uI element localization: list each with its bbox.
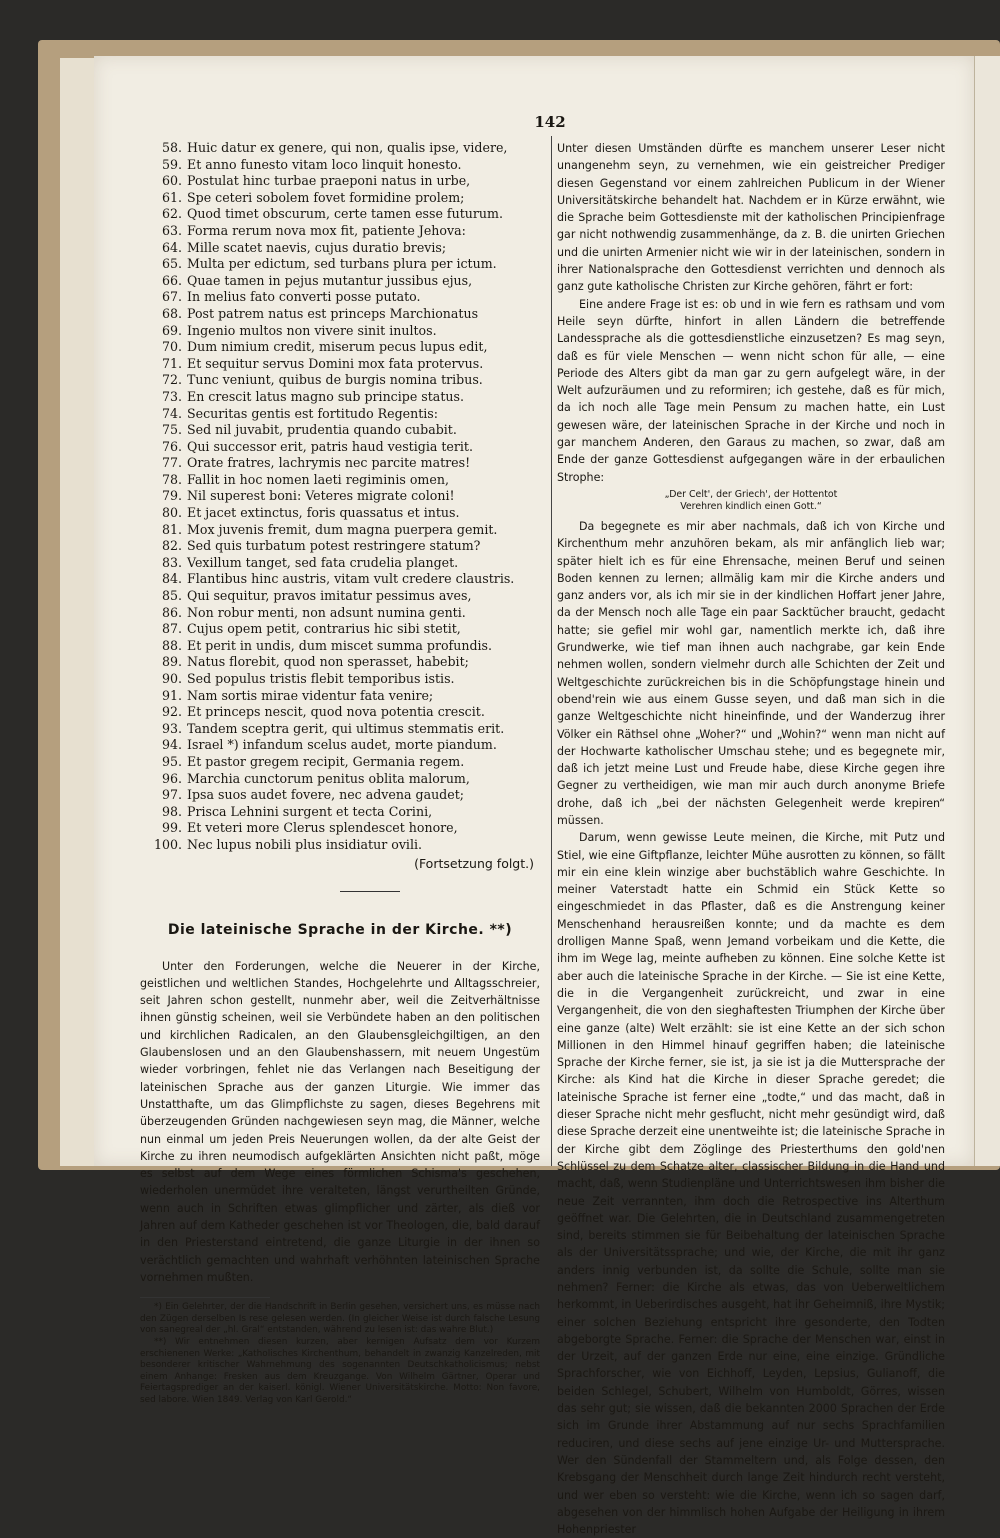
verse-number: 60. <box>161 173 182 189</box>
verse-number: 95. <box>161 753 182 769</box>
footnote: *) Ein Gelehrter, der die Handschrift in Berlin gesehen, versichert uns, es müsse nach den Zügen derselben Is rese gelesen werden. (In gleicher Weise ist durch falsche Lesung von sanegreal der „hl. Gral“ entstanden, während zu lesen ist: das wahre Blut.) <box>140 1302 540 1336</box>
verse-text: Marchia cunctorum penitus oblita malorum, <box>187 770 470 786</box>
verse-text: Et sequitur servus Domini mox fata protervus. <box>187 355 484 371</box>
verse-number: 59. <box>161 156 182 172</box>
verse-text: Nil superest boni: Veteres migrate coloni! <box>187 488 455 504</box>
verse-text: Qui sequitur, pravos imitatur pessimus aves, <box>187 588 472 604</box>
verse-number: 61. <box>161 189 182 205</box>
verse-number: 100. <box>153 836 182 852</box>
verse-line <box>140 688 540 705</box>
left-column <box>140 140 540 1407</box>
verse-text: Nam sortis mirae videntur fata venire; <box>187 687 434 703</box>
verse-number: 97. <box>161 787 182 803</box>
verse-text: Spe ceteri sobolem fovet formidine prolem; <box>187 189 465 205</box>
verse-text: Huic datur ex genere, qui non, qualis ipse, videre, <box>187 140 508 155</box>
verse-text: Ipsa suos audet fovere, nec advena gaudet; <box>187 787 465 803</box>
verse-text: Et veteri more Clerus splendescet honore, <box>187 820 458 836</box>
verse-line <box>140 588 540 605</box>
verse-line <box>140 190 540 207</box>
verse-list <box>140 140 540 854</box>
verse-text: Mox juvenis fremit, dum magna puerpera gemit. <box>187 521 498 537</box>
verse-line <box>140 223 540 240</box>
verse-line <box>140 240 540 257</box>
verse-text: Vexillum tanget, sed fata crudelia planget. <box>187 554 459 570</box>
verse-line <box>140 638 540 655</box>
continuation-note: (Fortsetzung folgt.) <box>414 855 534 871</box>
verse-text: Tandem sceptra gerit, qui ultimus stemmatis erit. <box>187 720 505 736</box>
verse-number: 71. <box>161 355 182 371</box>
verse-text: Tunc veniunt, quibus de burgis nomina tribus. <box>187 372 483 388</box>
verse-number: 86. <box>161 604 182 620</box>
right-column <box>557 140 945 1538</box>
verse-text: Et princeps nescit, quod nova potentia crescit. <box>187 704 485 720</box>
verse-number: 84. <box>161 571 182 587</box>
verse-text: Cujus opem petit, contrarius hic sibi stetit, <box>187 621 461 637</box>
verse-line <box>140 787 540 804</box>
verse-number: 66. <box>161 272 182 288</box>
verse-number: 68. <box>161 305 182 321</box>
verse-number: 88. <box>161 637 182 653</box>
verse-number: 79. <box>161 488 182 504</box>
footnote-divider <box>140 1297 270 1298</box>
verse-text: Prisca Lehnini surgent et tecta Corini, <box>187 803 433 819</box>
footnotes <box>140 1302 540 1406</box>
article-title: Die lateinische Sprache in der Kirche. **) <box>167 921 513 938</box>
verse-text: Securitas gentis est fortitudo Regentis: <box>187 405 439 421</box>
verse-text: Quae tamen in pejus mutantur jussibus ejus, <box>187 272 473 288</box>
verse-line <box>140 605 540 622</box>
verse-text: Israel *) infandum scelus audet, morte piandum. <box>187 737 497 753</box>
verse-text: In melius fato converti posse putato. <box>187 289 421 305</box>
verse-number: 63. <box>161 222 182 238</box>
verse-number: 87. <box>161 621 182 637</box>
verse-text: Sed populus tristis flebit temporibus istis. <box>187 671 455 686</box>
verse-line <box>140 422 540 439</box>
verse-number: 90. <box>161 671 182 686</box>
verse-line <box>140 555 540 572</box>
gutter <box>60 58 95 1166</box>
verse-number: 62. <box>161 206 182 222</box>
section-divider <box>340 891 400 892</box>
verse-line <box>140 356 540 373</box>
verse-text: Dum nimium credit, miserum pecus lupus edit, <box>187 339 488 355</box>
verse-text: Sed quis turbatum potest restringere statum? <box>187 538 481 554</box>
column-divider <box>551 136 552 1166</box>
verse-line <box>140 406 540 423</box>
verse-line <box>140 804 540 821</box>
verse-number: 77. <box>161 455 182 471</box>
verse-line <box>140 439 540 456</box>
verse-text: Postulat hinc turbae praeponi natus in urbe, <box>187 173 471 189</box>
verse-line <box>140 256 540 273</box>
verse-text: Sed nil juvabit, prudentia quando cubabit. <box>187 422 457 438</box>
verse-line <box>140 704 540 721</box>
verse-line <box>140 306 540 323</box>
quote-line: „Der Celt', der Griech', der Hottentot <box>664 488 838 500</box>
verse-line <box>140 671 540 688</box>
verse-line <box>140 273 540 290</box>
verse-line <box>140 455 540 472</box>
verse-text: Multa per edictum, sed turbans plura per ictum. <box>187 256 497 272</box>
verse-number: 93. <box>161 720 182 736</box>
verse-text: Qui successor erit, patris haud vestigia terit. <box>187 438 473 454</box>
paragraph: Eine andere Frage ist es: ob und in wie fern es rathsam und vom Heile seyn dürfte, hinfort in allen Ländern die betreffende Landessprache als die gottesdienstliche einzusetzen? Es mag seyn, daß es für viele Menschen — wenn nicht schon für alle, — eine Periode des Alters gibt da man gar zu gern aufgelegt wäre, in der Welt aufzuräumen und zu reformiren; ich gestehe, daß es für mich, da ich noch alle Tage mein Pensum zu machen hatte, ein Lust gewesen wäre, der lateinischen Sprache in der Kirche und noch in gar manchem Anderen, den Garaus zu machen, so zwar, daß am Ende der ganze Gottesdienst aufgegangen wäre in der erbaulichen Strophe: <box>557 297 945 484</box>
verse-number: 89. <box>161 654 182 670</box>
paragraph: Darum, wenn gewisse Leute meinen, die Kirche, mit Putz und Stiel, wie eine Giftpflanze, leichter Mühe ausrotten zu können, so fällt mir ein eine klein winzige aber buchstäblich wahre Geschichte. In meiner Vaterstadt hatte ein Schmid ein Stück Kette so eingeschmiedet in das Pflaster, daß es die Anstrengung keiner Menschenhand herausreißen konnte; und da machte es dem drolligen Manne Spaß, wenn Jemand vorbeikam und die Kette, die ihm im Wege lag, meinte aufheben zu können. Eine solche Kette ist aber auch die lateinische Sprache in der Kirche. — Sie ist eine Kette, die in die Vergangenheit zurückreicht, und zwar in eine Vergangenheit, die von den sieghaftesten Triumphen der Kirche über eine ganze (alte) Welt erzählt: sie ist eine Kette an der sich schon Millionen in den Himmel hinauf gegriffen haben; die lateinische Sprache der Kirche ferner, sie ist, ja sie ist ja die Muttersprache der Kirche: als Kind hat die Kirche in dieser Sprache geredet; die lateinische Sprache ist ferner eine „todte,“ und das macht, daß in dieser Sprache nicht mehr gesflucht, nicht mehr gesündigt wird, daß diese Sprache derzeit eine unentweihte ist; die lateinische Sprache in der Kirche gibt dem Zöglinge des Priesterthums den gold'nen Schlüssel zu dem Schatze alter, classischer Bildung in die Hand und macht, daß, wenn Studienpläne und Unterrichtswesen ihm bisher die neue Zeit verrannten, ihm doch die Retrospective ins Alterthum geöffnet war. Die Gelehrten, die in Deutschland zusammengetreten sind, bereits stimmen sie für Beibehaltung der lateinischen Sprache als der Universitätssprache; und wie, der Kirche, die mit ihr ganz anders innig verbunden ist, da sollte die Schule, sollte man sie nehmen? Ferner: die Kirche als etwas, das von Ueberweltlichem herkommt, in Ueberirdisches ausgeht, hat ihr Geheimniß, ihre Mystik; einer solchen Beziehung entspricht ihre gesonderte, den Todten abgeborgte Sprache. Ferner: die Sprache der Menschen war, einst in der Urzeit, auf der ganzen Erde nur eine, eine einzige. Gründliche Sprachforscher, wie von Eichhoff, Leyden, Lepsius, Gulianoff, die beiden Schlegel, Schubert, Wilhelm von Humboldt, Görres, wissen das sehr gut; sie wissen, daß die bekannten 2000 Sprachen der Erde sich im Grunde ihrer Abstammung auf nur sechs Sprachfamilien reduciren, und diese sechs auf jene einzige Ur- und Muttersprache. Wer den Sündenfall der Stammeltern und, als Folge dessen, den Krebsgang der Menschheit durch lange Zeit hindurch recht versteht, und wer eben so versteht: wie die Kirche, wenn ich so sagen darf, abgesehen von der himmlisch hohen Aufgabe der Heiligung in ihrem Hohenpriester <box>557 831 945 1537</box>
verse-number: 64. <box>161 239 182 255</box>
verse-line <box>140 820 540 837</box>
verse-number: 98. <box>161 803 182 819</box>
verse-text: Et jacet extinctus, foris quassatus et intus. <box>187 505 460 521</box>
right-paragraphs-1 <box>557 140 945 486</box>
verse-line <box>140 173 540 190</box>
verse-number: 74. <box>161 405 182 421</box>
verse-line <box>140 372 540 389</box>
verse-line <box>140 837 540 854</box>
verse-text: Et perit in undis, dum miscet summa profundis. <box>187 637 492 653</box>
verse-line <box>140 505 540 522</box>
verse-text: En crescit latus magno sub principe status. <box>187 388 464 404</box>
verse-text: Ingenio multos non vivere sinit inultos. <box>187 322 437 338</box>
verse-line <box>140 754 540 771</box>
verse-text: Mille scatet naevis, cujus duratio brevis; <box>187 239 447 255</box>
verse-line <box>140 621 540 638</box>
verse-number: 96. <box>161 770 182 786</box>
verse-number: 76. <box>161 438 182 454</box>
verse-line <box>140 721 540 738</box>
verse-line <box>140 339 540 356</box>
verse-text: Post patrem natus est princeps Marchionatus <box>187 305 479 321</box>
verse-line <box>140 389 540 406</box>
verse-number: 81. <box>161 521 182 537</box>
verse-text: Et pastor gregem recipit, Germania regem. <box>187 753 465 769</box>
verse-text: Flantibus hinc austris, vitam vult credere claustris. <box>187 571 515 587</box>
verse-line <box>140 206 540 223</box>
verse-line <box>140 522 540 539</box>
page-number: 142 <box>534 113 566 131</box>
verse-number: 65. <box>161 256 182 272</box>
verse-number: 82. <box>161 538 182 554</box>
verse-text: Forma rerum nova mox fit, patiente Jehova: <box>187 222 466 238</box>
verse-quote <box>557 489 945 514</box>
verse-line <box>140 571 540 588</box>
verse-number: 67. <box>161 289 182 305</box>
verse-line <box>140 140 540 157</box>
footnote: **) Wir entnehmen diesen kurzen, aber kernigen Aufsatz dem vor Kurzem erschienenen Werke: „Katholisches Kirchenthum, behandelt in zwanzig Kanzelreden, mit besonderer kritischer Wahrnehmung des sogenannten Deutschkatholicismus; nebst einem Anhange: Fresken aus dem Kreuzgange. Von Wilhelm Gärtner, Operar und Feiertagsprediger an der kaiserl. königl. Wiener Universitätskirche. Motto: Non favore, sed labore. Wien 1849. Verlag von Karl Gerold.“ <box>140 1337 540 1406</box>
verse-text: Non robur menti, non adsunt numina genti. <box>187 604 466 620</box>
verse-number: 69. <box>161 322 182 338</box>
verse-line <box>140 472 540 489</box>
verse-line <box>140 538 540 555</box>
article-body: Unter den Forderungen, welche die Neuerer in der Kirche, geistlichen und weltlichen Standes, Hochgelehrte und Alltagsschreier, seit Jahren schon gestellt, nunmehr aber, weil die Zeitverhältnisse ihnen günstig scheinen, weil sie Verbündete haben an den politischen und kirchlichen Radicalen, an den Glaubensgleichgiltigen, an den Glaubenslosen und an den Glaubenshassern, mit neuem Ungestüm wieder vorbringen, fehlet nie das Verlangen nach Beseitigung der lateinischen Sprache aus der ganzen Liturgie. Wie immer das Unstatthafte, um das Glimpflichste zu sagen, dieses Begehrens mit überzeugenden Gründen nachgewiesen seyn mag, die Männer, welche nun einmal um jeden Preis Neuerungen wollen, da der alte Geist der Kirche zu ihren neumodisch aufgeklärten Ansichten nicht paßt, möge es selbst auf dem Wege eines förmlichen Schisma's geschehen, wiederholen unermüdet ihre veralteten, längst verurtheilten Gründe, wenn auch in Schriften etwas glimpflicher und zärter, als dieß vor Jahren auf dem Katheder geschehen ist vor Theologen, die, bald darauf in den Priesterstand eintretend, die ganze Liturgie in der ihnen so verächtlich gemachten und wahrhaft verhöhnten lateinischen Sprache vornehmen mußten. <box>140 959 540 1284</box>
verse-number: 72. <box>161 372 182 388</box>
verse-line <box>140 654 540 671</box>
verse-number: 94. <box>161 737 182 753</box>
verse-number: 99. <box>161 820 182 836</box>
verse-number: 70. <box>161 339 182 355</box>
verse-number: 73. <box>161 388 182 404</box>
right-paragraphs-2 <box>557 518 945 1538</box>
verse-number: 80. <box>161 505 182 521</box>
verse-text: Et anno funesto vitam loco linquit honesto. <box>187 156 462 172</box>
verse-line <box>140 157 540 174</box>
verse-line <box>140 488 540 505</box>
facing-page-edge <box>974 56 1000 1166</box>
verse-number: 75. <box>161 422 182 438</box>
verse-text: Fallit in hoc nomen laeti regiminis omen, <box>187 471 449 487</box>
verse-number: 78. <box>161 471 182 487</box>
paragraph: Da begegnete es mir aber nachmals, daß ich von Kirche und Kirchenthum mehr anzuhören bekam, als mir anfänglich lieb war; später hielt ich es für eine Ehrensache, meinen Beruf und seinen Boden kennen zu lernen; allmälig kam mir die Kirche anders und ganz anders vor, als ich mir sie in der kindlichen Hoffart jener Jahre, da der Mensch noch alle Tage ein paar Sacktücher braucht, gedacht hatte; sie gefiel mir wohl gar, namentlich merkte ich, daß ihre Grundwerke, wie tief man ihnen auch nachgrabe, gar kein Ende nehmen wollen, sondern vielmehr durch alle Schichten der Zeit und Weltgeschichte zurückreichen bis in die Schöpfungstage hinein und obend'rein wie aus einem Gusse seyen, und daß man sich in die ganze Weltgeschichte nicht hineinfinde, und der Wanderzug ihrer Völker ein Räthsel ohne „Woher?“ und „Wohin?“ wenn man nicht auf der Hochwarte katholischer Umschau stehe; und es begegnete mir, daß ich jetzt meine Lust und Freude habe, diese Kirche gegen ihre Gegner zu vertheidigen, wie man mir auch durch anonyme Briefe drohe, daß ich „bei der nächsten Gelegenheit werde krepiren“ müssen. <box>557 519 945 827</box>
verse-text: Natus florebit, quod non sperasset, habebit; <box>187 654 469 670</box>
verse-line <box>140 737 540 754</box>
verse-number: 85. <box>161 588 182 604</box>
quote-line: Verehren kindlich einen Gott.“ <box>680 501 822 513</box>
verse-text: Orate fratres, lachrymis nec parcite matres! <box>187 455 471 471</box>
verse-line <box>140 771 540 788</box>
verse-line <box>140 323 540 340</box>
verse-number: 58. <box>161 140 182 155</box>
verse-line <box>140 289 540 306</box>
verse-number: 91. <box>161 687 182 703</box>
verse-text: Quod timet obscurum, certe tamen esse futurum. <box>187 206 503 222</box>
paragraph: Unter diesen Umständen dürfte es manchem unserer Leser nicht unangenehm seyn, zu vernehmen, wie ein geistreicher Prediger diesen Gegenstand vor einem zahlreichen Publicum in der Wiener Universitätskirche behandelt hat. Nachdem er in Kürze erwähnt, wie die Sprache beim Gottesdienste mit der katholischen Principienfrage gar nicht nothwendig zusammenhänge, da z. B. die unirten Griechen und die unirten Armenier nicht wie wir in der lateinischen, sondern in ihrer Nationalsprache den Gottesdienst verrichten und dennoch als ganz gute katholische Christen zur Kirche gehören, fährt er fort: <box>557 142 945 294</box>
verse-text: Nec lupus nobili plus insidiatur ovili. <box>187 836 423 852</box>
verse-number: 83. <box>161 554 182 570</box>
verse-number: 92. <box>161 704 182 720</box>
